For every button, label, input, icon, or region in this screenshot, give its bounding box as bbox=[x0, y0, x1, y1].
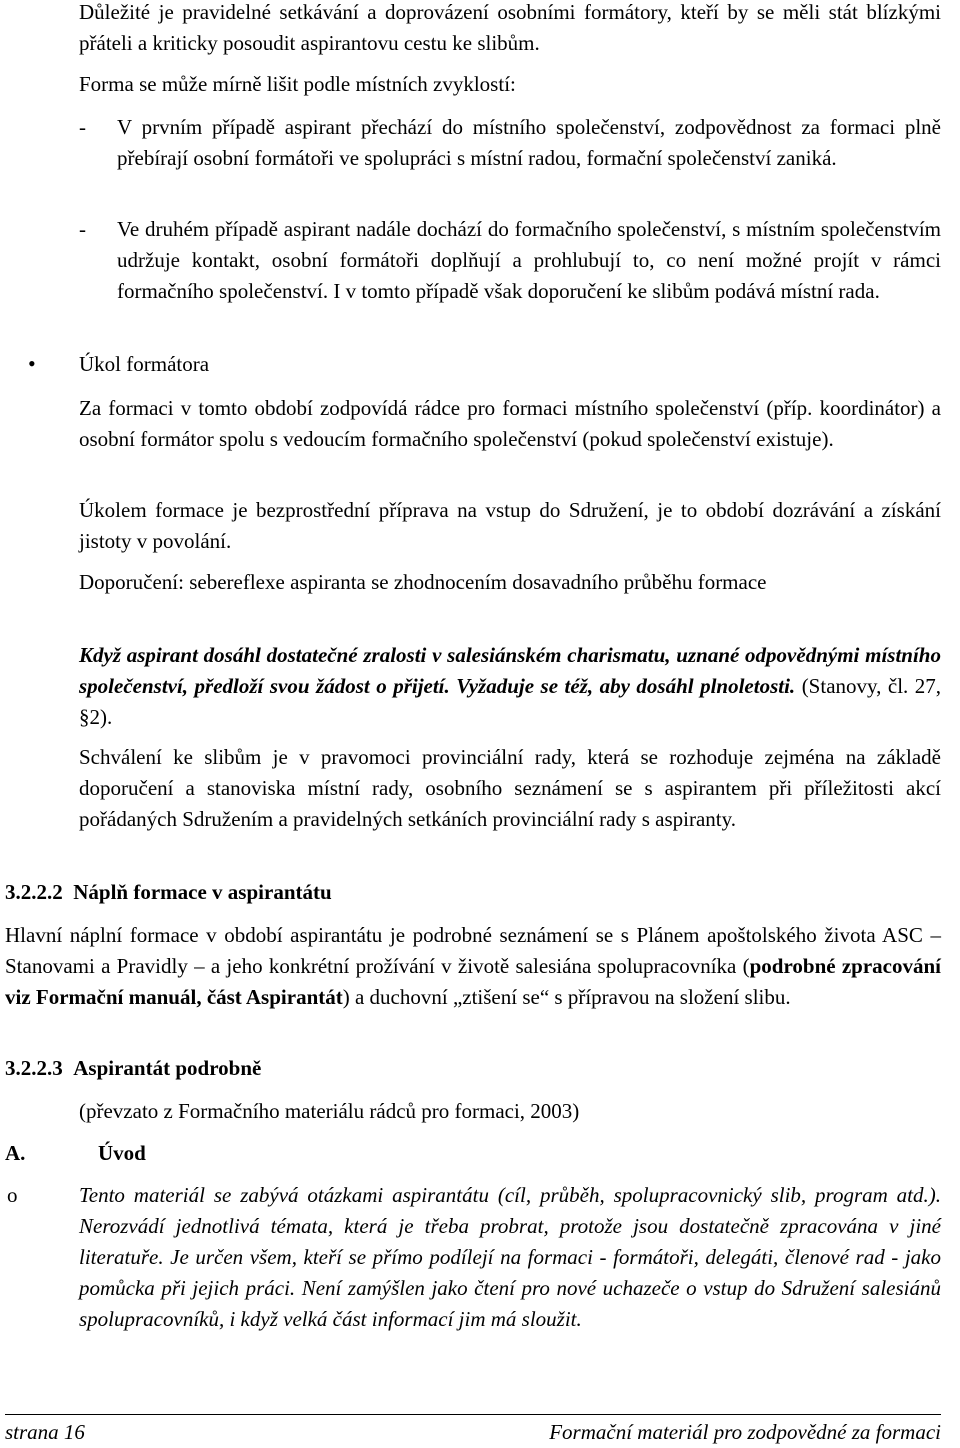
subsection-heading-a: A. bbox=[5, 1141, 26, 1165]
subsection-title-intro: Úvod bbox=[98, 1141, 146, 1165]
paragraph-recommendation: Doporučení: sebereflexe aspiranta se zhodnocením dosavadního průběhu formace bbox=[79, 570, 767, 594]
section-title: Náplň formace v aspirantátu bbox=[73, 880, 332, 904]
paragraph-responsibility: Za formaci v tomto období zodpovídá rádce pro formaci místního společenství (příp. koordinátor) a osobní formátor spolu s vedoucím formačního společenství (pokud společenství existuje). bbox=[79, 396, 941, 451]
content-text-part1: Hlavní náplní formace v období aspirantátu je podrobné seznámení se s Plánem apoštolského života ASC – Stanovami a Pravidly – a jeho konkrétní prožívání v životě salesiána spolupracovníka ( bbox=[5, 923, 941, 978]
paragraph-content-of-formation bbox=[5, 920, 941, 1013]
statute-reference: (Stanovy, čl. 27, §2). bbox=[79, 674, 942, 729]
footer-document-title: Formační materiál pro zodpovědné za formaci bbox=[549, 1420, 941, 1444]
section-heading-3-2-2-3 bbox=[5, 1053, 261, 1084]
paragraph-intro-material: Tento materiál se zabývá otázkami aspirantátu (cíl, průběh, spolupracovnický slib, program atd.). Nerozvádí jednotlivá témata, která je třeba probrat, protože jsou dostatečně zpracována v jiné literatuře. Je určen všem, kteří se přímo podílejí na formaci - formátoři, delegáti, členové rad - jako pomůcka při jejich práci. Není zamýšlen jako čtení pro nové uchazeče o vstup do Sdružení salesiánů spolupracovníků, i když velká část informací jim má sloužit. bbox=[79, 1183, 941, 1331]
section-number: 3.2.2.3 bbox=[5, 1056, 63, 1080]
dash-marker: - bbox=[79, 217, 86, 241]
dash-item-text: V prvním případě aspirant přechází do místního společenství, zodpovědnost za formaci plně přebírají osobní formátoři ve spolupráci s místní radou, formační společenství zaniká. bbox=[117, 115, 941, 170]
paragraph-statute-quote bbox=[79, 640, 941, 733]
paragraph-approval: Schválení ke slibům je v pravomoci provinciální rady, která se rozhoduje zejména na základě doporučení a stanoviska místní rady, osobního seznámení se s aspirantem při příležitosti akcí pořádaných Sdružením a pravidelných setkáních provinciální rady s aspiranty. bbox=[79, 745, 941, 831]
paragraph-task: Úkolem formace je bezprostřední příprava na vstup do Sdružení, je to období dozrávání a získání jistoty v povolání. bbox=[79, 498, 941, 553]
section-title: Aspirantát podrobně bbox=[73, 1056, 262, 1080]
section-heading-3-2-2-2 bbox=[5, 877, 332, 908]
bullet-icon: • bbox=[28, 351, 36, 376]
dash-item-text: Ve druhém případě aspirant nadále dochází do formačního společenství, s místním společenstvím udržuje kontakt, osobní formátoři doplňují a prohlubují to, co není možné projít v rámci formačního společenství. I v tomto případě však doporučení ke slibům podává místní rada. bbox=[117, 217, 941, 303]
paragraph-form-varies: Forma se může mírně lišit podle místních zvyklostí: bbox=[79, 72, 516, 96]
bullet-heading: Úkol formátora bbox=[79, 352, 210, 376]
section-number: 3.2.2.2 bbox=[5, 880, 63, 904]
footer-divider bbox=[5, 1414, 941, 1415]
dash-marker: - bbox=[79, 115, 86, 139]
content-text-part2: ) a duchovní „ztišení se“ s přípravou na složení slibu. bbox=[342, 985, 791, 1009]
paragraph-source-note: (převzato z Formačního materiálu rádců pro formaci, 2003) bbox=[79, 1099, 580, 1123]
statute-quote-part1: Když aspirant dosáhl dostatečné zralosti v salesiánském charismatu, uznané odpovědnými místního společenství, předloží svou žádost o přijetí. bbox=[79, 643, 941, 698]
statute-quote-part2: Vyžaduje se též, aby dosáhl plnoletosti. bbox=[456, 674, 796, 698]
content-text-bold: podrobné zpracování viz Formační manuál, část Aspirantát bbox=[5, 954, 942, 1009]
circle-bullet-icon: o bbox=[7, 1183, 18, 1207]
paragraph-intro: Důležité je pravidelné setkávání a doprovázení osobními formátory, kteří by se měli stát blízkými přáteli a kriticky posoudit aspirantovu cestu ke slibům. bbox=[79, 0, 941, 55]
footer-page-number: strana 16 bbox=[5, 1420, 85, 1444]
